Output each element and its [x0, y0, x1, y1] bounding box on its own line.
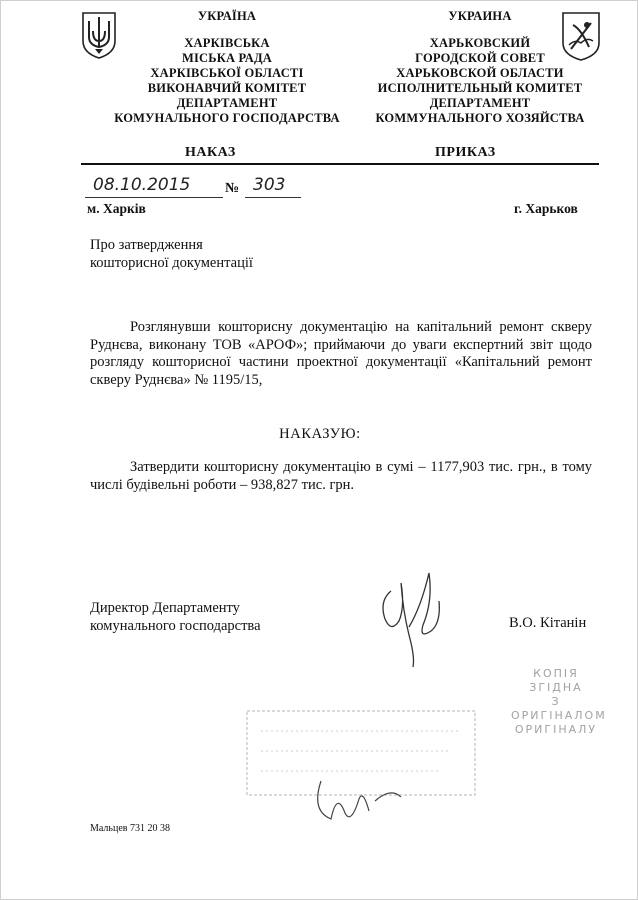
- subject-line: Про затвердження: [90, 237, 203, 253]
- order-number: 303: [253, 175, 286, 195]
- order-title-ru: ПРИКАЗ: [435, 145, 496, 160]
- header-left-line: ДЕПАРТАМЕНТ: [176, 96, 278, 110]
- header-left-line: ХАРКІВСЬКА: [184, 36, 270, 50]
- header-left-line: КОМУНАЛЬНОГО ГОСПОДАРСТВА: [114, 111, 340, 125]
- subject: [90, 236, 253, 272]
- city-ua: м. Харків: [87, 201, 146, 216]
- date-underline: [85, 197, 223, 198]
- number-sign: №: [225, 181, 240, 196]
- director-signature: [373, 561, 453, 671]
- copy-stamp: [511, 667, 607, 737]
- registration-stamp: [241, 701, 481, 831]
- header-right-line: КОММУНАЛЬНОГО ХОЗЯЙСТВА: [375, 111, 585, 125]
- country-ua: УКРАЇНА: [197, 9, 257, 23]
- header-right-line: ИСПОЛНИТЕЛЬНЫЙ КОМИТЕТ: [377, 81, 583, 95]
- header-right-line: ХАРЬКОВСКОЙ ОБЛАСТИ: [396, 66, 564, 80]
- copy-stamp-line: З ОРИГІНАЛОМ: [511, 695, 607, 722]
- signatory-name: В.О. Кітанін: [509, 615, 587, 631]
- header-left-line: ХАРКІВСЬКОЇ ОБЛАСТІ: [150, 66, 304, 80]
- order-title-ua: НАКАЗ: [185, 145, 236, 160]
- position-line: Директор Департаменту: [90, 600, 240, 616]
- header-left: [109, 9, 345, 126]
- author-line: Мальцев 731 20 38: [90, 823, 170, 834]
- header-left-line: ВИКОНАВЧИЙ КОМІТЕТ: [147, 81, 307, 95]
- signatory-position: [90, 599, 261, 635]
- country-ru: УКРАИНА: [448, 9, 512, 23]
- subject-line: кошторисної документації: [90, 255, 253, 271]
- preamble-text: Розглянувши кошторисну документацію на капітальний ремонт скверу Руднєва, виконану ТОВ «АРОФ»; приймаючи до уваги експертний звіт щодо розгляду кошторисної частини проектної документації «Капітальний ремонт скверу Руднєва» № 1195/15,: [90, 319, 592, 388]
- header-right-line: ХАРЬКОВСКИЙ: [429, 36, 531, 50]
- order-text: Затвердити кошторисну документацію в сумі – 1177,903 тис. грн., в тому числі будівельні роботи – 938,827 тис. грн.: [90, 459, 592, 493]
- position-line: комунального господарства: [90, 618, 261, 634]
- header-rule: [81, 163, 599, 165]
- number-underline: [245, 197, 301, 198]
- order-date: 08.10.2015: [93, 175, 191, 195]
- header-right-line: ГОРОДСКОЙ СОВЕТ: [415, 51, 545, 65]
- preamble-paragraph: [90, 319, 592, 389]
- header-right: [369, 9, 591, 126]
- city-ru: г. Харьков: [514, 201, 578, 216]
- copy-stamp-line: КОПІЯ ЗГІДНА: [529, 667, 583, 694]
- orders-heading: НАКАЗУЮ:: [279, 426, 361, 442]
- header-right-line: ДЕПАРТАМЕНТ: [429, 96, 531, 110]
- copy-stamp-line: ОРИГІНАЛУ: [514, 723, 598, 736]
- order-paragraph: [90, 459, 592, 494]
- header-left-line: МІСЬКА РАДА: [181, 51, 273, 65]
